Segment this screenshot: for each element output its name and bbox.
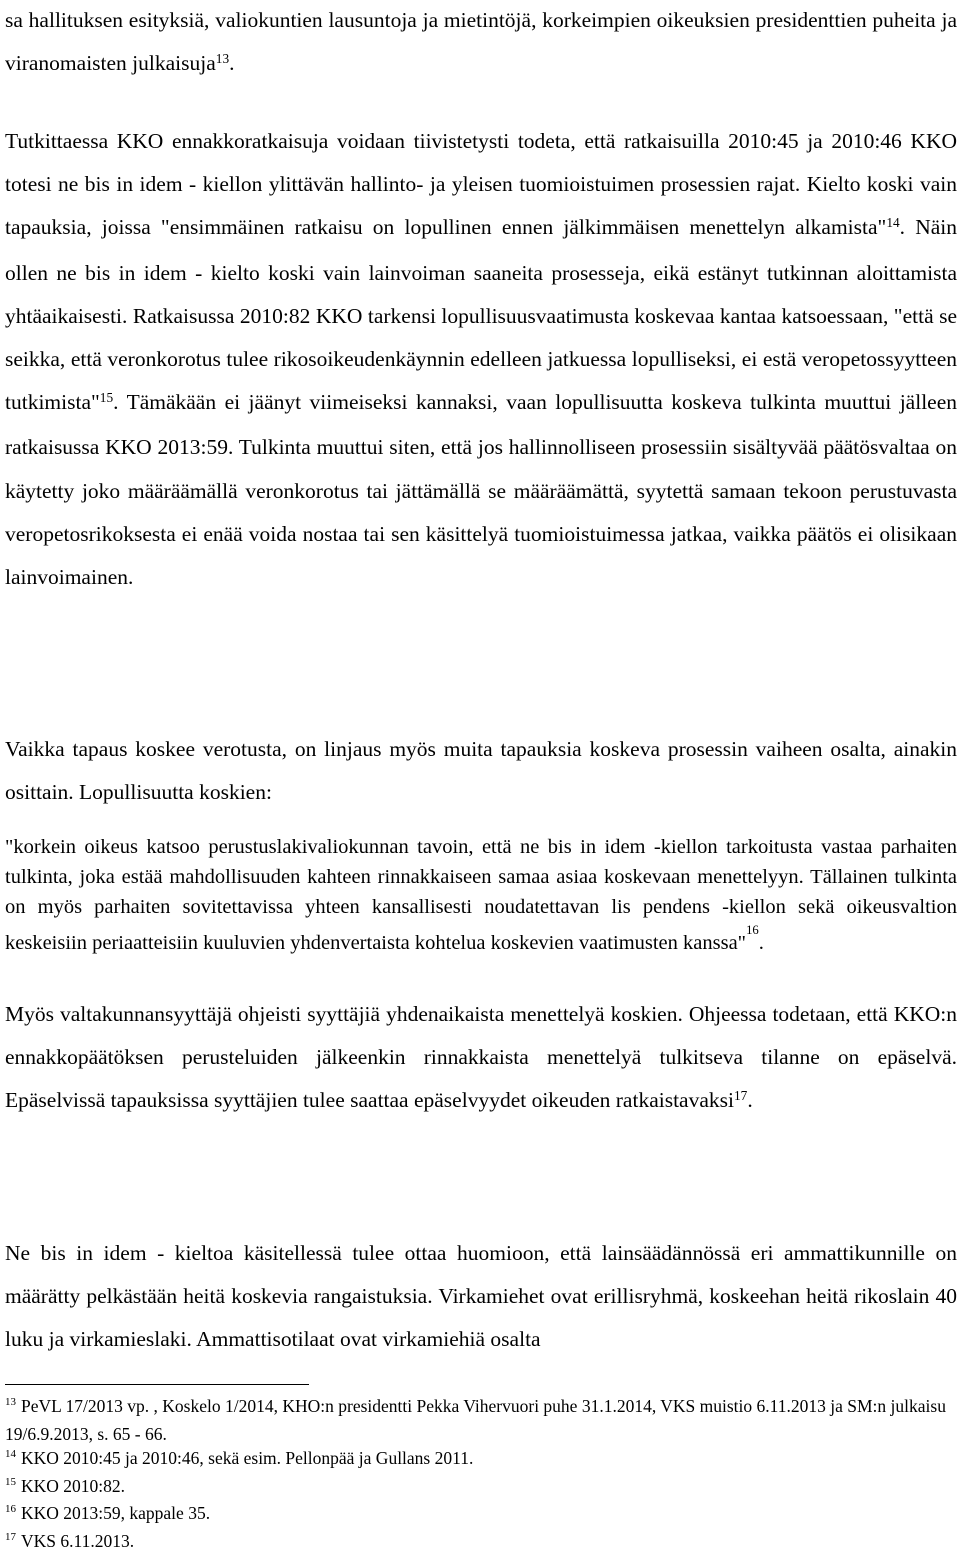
paragraph-text: . Näin ollen ne bis in idem - kielto koski vain lainvoiman saaneita prosesseja, eikä estänyt tutkinnan aloittamista yhtäaikaisesti. Ratkaisussa 2010:82 KKO tarkensi lopullisuusvaatimusta koskevaa kantaa katsoessaan, "että se seikka, että veronkorotus tulee rikosoikeudenkäynnin edelleen jatkuessa lopulliseksi, ei estä veropetossyytteen tutkimista" (5, 215, 957, 414)
footnote-number: 17 (5, 1531, 16, 1543)
paragraph-intro-continuation (5, 0, 957, 87)
footnote-number: 13 (5, 1396, 16, 1408)
footnote-ref-16[interactable]: 16 (746, 923, 759, 937)
footnote-17 (5, 1529, 957, 1556)
paragraph-kko-precedents (5, 120, 957, 599)
paragraph-prosecutor-guidance (5, 993, 957, 1125)
footnote-15 (5, 1474, 957, 1502)
footnotes (5, 1394, 957, 1556)
footnote-text: VKS 6.11.2013. (21, 1531, 134, 1551)
paragraph-text: . (747, 1088, 752, 1112)
paragraph-taxation-note (5, 728, 957, 814)
footnote-13 (5, 1394, 957, 1446)
quote-text: . (759, 932, 764, 954)
paragraph-text: sa hallituksen esityksiä, valiokuntien lausuntoja ja mietintöjä, korkeimpien oikeuksien presidenttien puheita ja viranomaisten julkaisuja (5, 8, 957, 75)
paragraph-professions (5, 1232, 957, 1362)
footnote-16 (5, 1501, 957, 1529)
quote-text: "korkein oikeus katsoo perustuslakivaliokunnan tavoin, että ne bis in idem -kiellon tarkoitusta vastaa parhaiten tulkinta, joka estää mahdollisuuden kahteen rinnakkaiseen samaa asiaa koskevaan menettelyyn. Tällainen tulkinta on myös parhaiten sovitettavissa yhteen kansallisesti noudatettavan lis pendens -kiellon sekä oikeusvaltion keskeisiin periaatteisiin kuuluvien yhdenvertaista kohtelua koskevien vaatimusten kanssa" (5, 836, 957, 954)
footnote-text: PeVL 17/2013 vp. , Koskelo 1/2014, KHO:n presidentti Pekka Vihervuori puhe 31.1.2014, VKS muistio 6.11.2013 ja SM:n julkaisu 19/6.9.2013, s. 65 - 66. (5, 1396, 946, 1444)
paragraph-text: Tutkittaessa KKO ennakkoratkaisuja voidaan tiivistetysti todeta, että ratkaisuilla 2010:45 ja 2010:46 KKO totesi ne bis in idem - kiellon ylittävän hallinto- ja yleisen tuomioistuimen prosessien rajat. Kielto koski vain tapauksia, joissa "ensimmäinen ratkaisu on lopullinen ennen jälkimmäisen menettelyn alkamista" (5, 129, 957, 239)
footnote-text: KKO 2013:59, kappale 35. (21, 1503, 210, 1523)
footnote-ref-15[interactable]: 15 (100, 390, 113, 405)
paragraph-text: Vaikka tapaus koskee verotusta, on linjaus myös muita tapauksia koskeva prosessin vaiheen osalta, ainakin osittain. Lopullisuutta koskien: (5, 737, 957, 804)
footnote-number: 15 (5, 1476, 16, 1488)
paragraph-text: . (229, 51, 234, 75)
paragraph-text: Ne bis in idem - kieltoa käsitellessä tulee ottaa huomioon, että lainsäädännössä eri ammattikunnille on määrätty pelkästään heitä koskevia rangaistuksia. Virkamiehet ovat erillisryhmä, koskeehan heitä rikoslain 40 luku ja virkamieslaki. Ammattisotilaat ovat virkamiehiä osalta (5, 1241, 957, 1351)
footnote-text: KKO 2010:45 ja 2010:46, sekä esim. Pellonpää ja Gullans 2011. (21, 1448, 473, 1468)
footnote-14 (5, 1446, 957, 1474)
footnote-text: KKO 2010:82. (21, 1476, 125, 1496)
block-quote-supreme-court (5, 832, 957, 958)
paragraph-text: . Tämäkään ei jäänyt viimeiseksi kannaksi, vaan lopullisuutta koskeva tulkinta muuttui jälleen ratkaisussa KKO 2013:59. Tulkinta muuttui siten, että jos hallinnolliseen prosessiin sisältyvää päätösvaltaa on käytetty joko määräämällä veronkorotus tai jättämällä se määräämättä, syytettä samaan tekoon perustuvasta veropetosrikoksesta ei enää voida nostaa tai sen käsittelyä tuomioistuimessa jatkaa, vaikka päätös ei olisikaan lainvoimainen. (5, 390, 957, 589)
footnote-number: 16 (5, 1503, 16, 1515)
footnote-ref-17[interactable]: 17 (734, 1088, 747, 1103)
footnote-ref-13[interactable]: 13 (216, 51, 229, 66)
footnote-ref-14[interactable]: 14 (886, 215, 899, 230)
footnote-number: 14 (5, 1448, 16, 1460)
footnote-separator (5, 1384, 309, 1385)
paragraph-text: Myös valtakunnansyyttäjä ohjeisti syyttäjiä yhdenaikaista menettelyä koskien. Ohjeessa todetaan, että KKO:n ennakkopäätöksen perusteluiden jälkeenkin rinnakkaista menettelyä tulkitseva tilanne on epäselvä. Epäselvissä tapauksissa syyttäjien tulee saattaa epäselvyydet oikeuden ratkaistavaksi (5, 1002, 957, 1112)
